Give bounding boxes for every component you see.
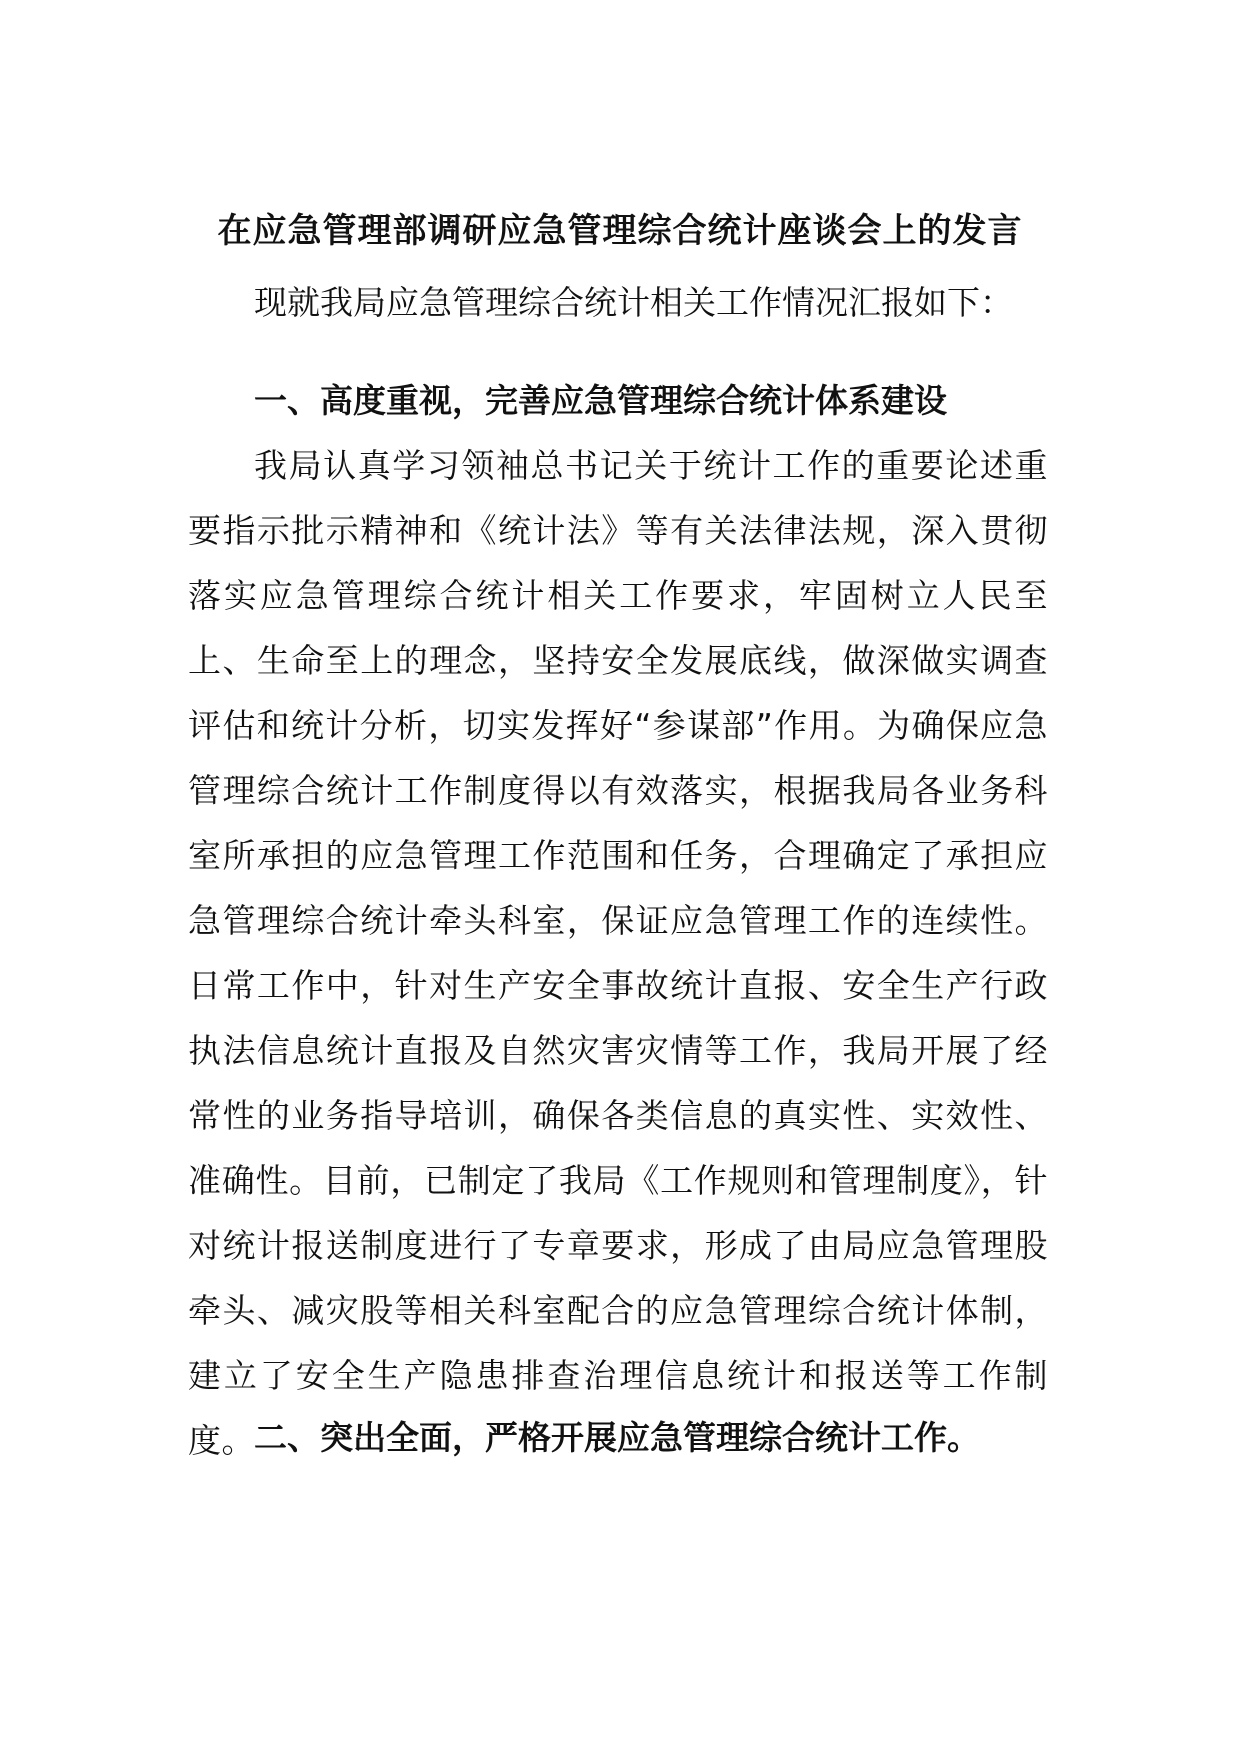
section-1-body: 我局认真学习领袖总书记关于统计工作的重要论述重要指示批示精神和《统计法》等有关法律法规，深入贯彻落实应急管理综合统计相关工作要求，牢固树立人民至上、生命至上的理念，坚持安全发展底线，做深做实调查评估和统计分析，切实发挥好“参谋部”作用。为确保应急管理综合统计工作制度得以有效落实，根据我局各业务科室所承担的应急管理工作范围和任务，合理确定了承担应急管理综合统计牵头科室，保证应急管理工作的连续性。日常工作中，针对生产安全事故统计直报、安全生产行政执法信息统计直报及自然灾害灾情等工作，我局开展了经常性的业务指导培训，确保各类信息的真实性、实效性、准确性。目前，已制定了我局《工作规则和管理制度》，针对统计报送制度进行了专章要求，形成了由局应急管理股牵头、减灾股等相关科室配合的应急管理综合统计体制，建立了安全生产隐患排查治理信息统计和报送等工作制度。: [188, 446, 1048, 1460]
section-1-heading: 一、高度重视，完善应急管理综合统计体系建设: [254, 381, 947, 420]
intro-paragraph: 现就我局应急管理综合统计相关工作情况汇报如下：: [254, 283, 1013, 322]
section-2-heading: 二、突出全面，严格开展应急管理综合统计工作。: [254, 1418, 980, 1457]
document-title: 在应急管理部调研应急管理综合统计座谈会上的发言: [217, 211, 1023, 251]
